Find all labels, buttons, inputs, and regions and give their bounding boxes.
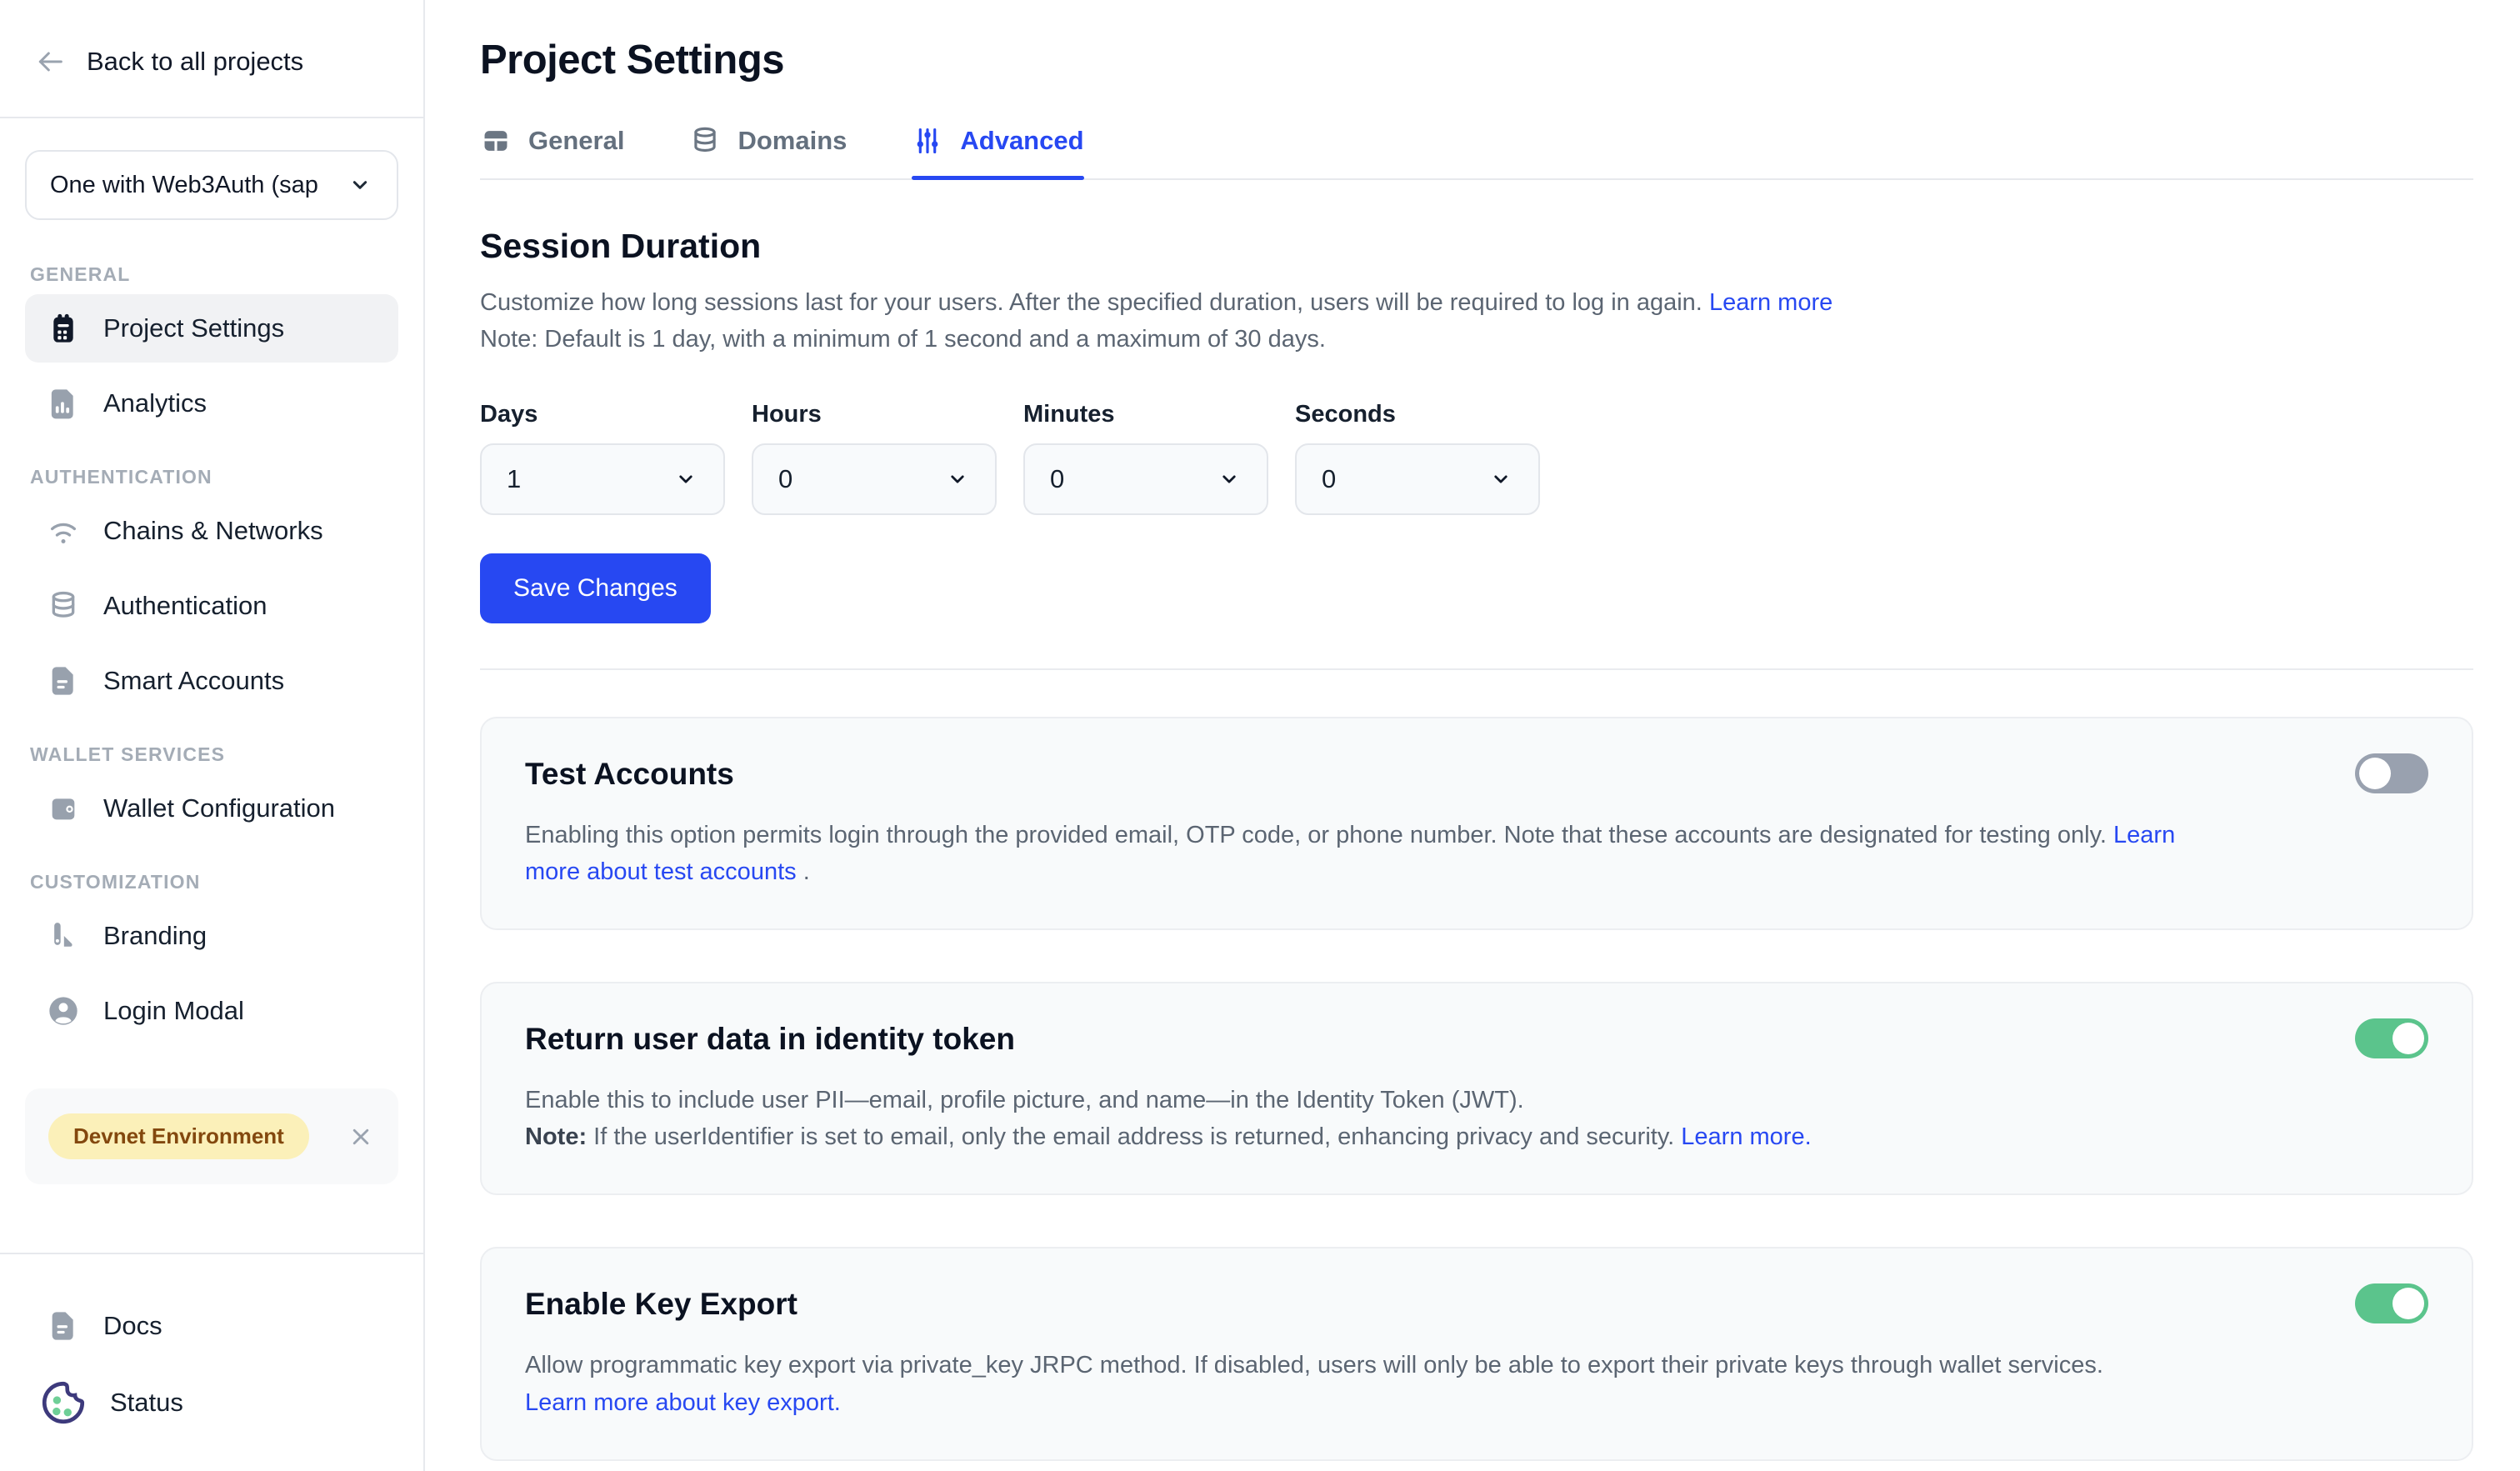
card-title: Test Accounts <box>525 757 734 792</box>
save-changes-button[interactable]: Save Changes <box>480 553 711 623</box>
sidebar-item-smart-accounts[interactable] <box>25 647 398 715</box>
tab-domains[interactable] <box>689 125 847 178</box>
user-circle-icon <box>47 994 80 1028</box>
learn-more-test-accounts-link[interactable]: Learn more about test accounts <box>525 822 2176 886</box>
sidebar-item-login-modal[interactable] <box>25 977 398 1045</box>
minutes-select[interactable] <box>1023 443 1268 515</box>
field-minutes <box>1023 401 1268 515</box>
back-to-projects-link[interactable] <box>0 0 423 118</box>
learn-more-identity-link[interactable]: Learn more. <box>1681 1123 1812 1151</box>
section-header-wallet-services: WALLET SERVICES <box>30 743 226 765</box>
learn-more-link[interactable]: Learn more <box>1708 289 1833 316</box>
select-value: 1 <box>507 464 522 494</box>
session-duration-section <box>480 227 2473 623</box>
section-header-general: GENERAL <box>30 263 131 285</box>
sliders-icon <box>912 125 943 157</box>
sidebar-item-docs[interactable] <box>25 1291 398 1361</box>
tab-advanced[interactable] <box>912 125 1083 178</box>
session-duration-description <box>480 284 2473 358</box>
field-label: Days <box>480 401 538 428</box>
wallet-icon <box>47 792 80 825</box>
tab-label: Domains <box>738 126 848 155</box>
seconds-select[interactable] <box>1295 443 1540 515</box>
card-body-text: Enabling this option permits login through the provided email, OTP code, or phone number. Note that these accounts are designated for testing only. <box>525 822 2107 849</box>
document-icon <box>47 664 80 698</box>
tab-bar <box>480 125 2473 180</box>
sidebar-item-project-settings[interactable] <box>25 294 398 363</box>
sidebar <box>0 0 425 1471</box>
sidebar-item-label: Docs <box>103 1311 162 1340</box>
note-label: Note: <box>525 1123 588 1151</box>
chevron-down-icon <box>673 467 698 492</box>
database-icon <box>689 125 721 157</box>
sidebar-item-chains-networks[interactable] <box>25 497 398 565</box>
description-text: Customize how long sessions last for your users. After the specified duration, users will be required to log in again. <box>480 289 1702 316</box>
select-value: 0 <box>1322 464 1337 494</box>
sidebar-item-authentication[interactable] <box>25 572 398 640</box>
toggle-knob <box>2359 758 2391 789</box>
select-value: 0 <box>778 464 793 494</box>
test-accounts-toggle[interactable] <box>2355 753 2428 793</box>
section-header-customization: CUSTOMIZATION <box>30 871 201 893</box>
sidebar-footer <box>0 1253 423 1471</box>
section-divider <box>480 668 2473 670</box>
identity-token-toggle[interactable] <box>2355 1018 2428 1058</box>
sidebar-item-status[interactable] <box>25 1368 398 1438</box>
back-label: Back to all projects <box>87 47 304 76</box>
session-duration-title: Session Duration <box>480 227 762 265</box>
sidebar-item-analytics[interactable] <box>25 369 398 438</box>
tab-label: Advanced <box>960 126 1084 155</box>
sidebar-item-branding[interactable] <box>25 902 398 970</box>
field-label: Seconds <box>1295 401 1396 428</box>
toggle-knob <box>2392 1288 2424 1319</box>
card-body-text: Enable this to include user PII—email, profile picture, and name—in the Identity Token (JWT). <box>525 1087 1524 1114</box>
note-text: If the userIdentifier is set to email, only the email address is returned, enhancing privacy and security. <box>587 1123 1675 1151</box>
field-label: Minutes <box>1023 401 1115 428</box>
section-header-authentication: AUTHENTICATION <box>30 466 212 488</box>
close-icon[interactable] <box>347 1123 375 1151</box>
sidebar-item-wallet-configuration[interactable] <box>25 774 398 843</box>
select-value: 0 <box>1050 464 1065 494</box>
identity-token-card <box>480 982 2473 1195</box>
table-icon <box>480 125 512 157</box>
sidebar-item-label: Chains & Networks <box>103 516 323 545</box>
sidebar-item-label: Smart Accounts <box>103 666 285 695</box>
duration-controls <box>480 401 2473 515</box>
wifi-icon <box>47 514 80 548</box>
arrow-left-icon <box>33 45 67 78</box>
session-note: Note: Default is 1 day, with a minimum of 1 second and a maximum of 30 days. <box>480 326 1326 353</box>
field-label: Hours <box>752 401 822 428</box>
sidebar-item-label: Analytics <box>103 388 208 418</box>
clipboard-icon <box>47 312 80 345</box>
database-icon <box>47 589 80 623</box>
card-title: Return user data in identity token <box>525 1022 1015 1057</box>
card-body <box>525 1082 2217 1155</box>
field-days <box>480 401 725 515</box>
sidebar-item-label: Branding <box>103 921 208 950</box>
main-content <box>425 0 2520 1471</box>
link-suffix: . <box>796 858 810 886</box>
key-export-card <box>480 1247 2473 1460</box>
test-accounts-card <box>480 717 2473 930</box>
chevron-down-icon <box>1488 467 1513 492</box>
hours-select[interactable] <box>752 443 997 515</box>
analytics-file-icon <box>47 387 80 420</box>
card-title: Enable Key Export <box>525 1287 798 1322</box>
page-title: Project Settings <box>480 38 785 83</box>
project-selector-dropdown[interactable] <box>25 150 398 220</box>
field-hours <box>752 401 997 515</box>
days-select[interactable] <box>480 443 725 515</box>
status-cookie-icon <box>40 1379 87 1426</box>
card-body <box>525 817 2217 890</box>
project-selector-value: One with Web3Auth (sap <box>50 171 318 198</box>
key-export-toggle[interactable] <box>2355 1283 2428 1323</box>
sidebar-item-label: Authentication <box>103 591 268 620</box>
chevron-down-icon <box>347 172 373 198</box>
card-body-text: Allow programmatic key export via private_key JRPC method. If disabled, users will only be able to export their private keys through wallet services. <box>525 1352 2103 1379</box>
branding-icon <box>47 919 80 953</box>
card-body <box>525 1347 2217 1420</box>
sidebar-item-label: Project Settings <box>103 313 285 343</box>
field-seconds <box>1295 401 1540 515</box>
sidebar-nav <box>0 235 423 1045</box>
tab-label: General <box>528 126 625 155</box>
chevron-down-icon <box>945 467 970 492</box>
learn-more-key-export-link[interactable]: Learn more about key export. <box>525 1388 841 1416</box>
sidebar-item-label: Login Modal <box>103 996 244 1025</box>
document-icon <box>47 1309 80 1343</box>
tab-general[interactable] <box>480 125 624 178</box>
environment-badge: Devnet Environment <box>48 1113 309 1159</box>
toggle-knob <box>2392 1023 2424 1054</box>
sidebar-item-label: Status <box>110 1388 183 1417</box>
environment-card <box>25 1088 398 1184</box>
sidebar-item-label: Wallet Configuration <box>103 793 335 823</box>
chevron-down-icon <box>1217 467 1242 492</box>
